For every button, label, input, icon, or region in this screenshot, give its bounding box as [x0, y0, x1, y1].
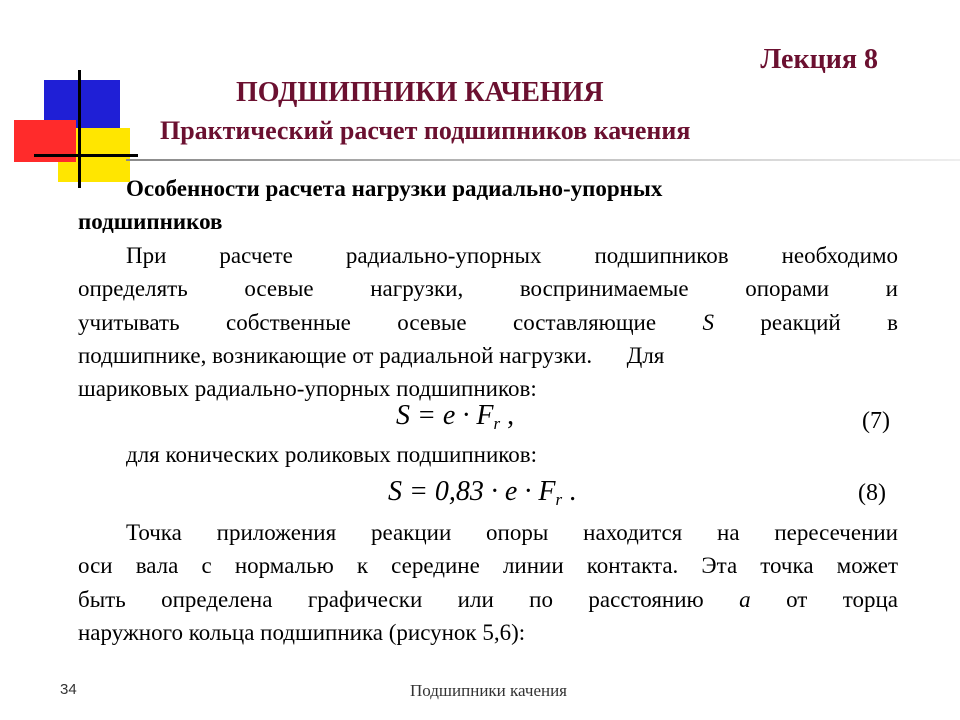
equation-number-8: (8)	[858, 480, 886, 506]
page-number: 34	[60, 681, 77, 698]
section-heading-line1: Особенности расчета нагрузки радиально-упорных	[126, 176, 663, 201]
footer-title: Подшипники качения	[410, 681, 568, 700]
section-heading	[78, 172, 898, 205]
paragraph-contact-point	[78, 516, 898, 650]
paragraph-line: Точка приложения реакции опоры находится на пересечении	[126, 520, 898, 545]
paragraph-line	[78, 306, 898, 339]
logo-horizontal-line	[34, 154, 138, 157]
paragraph-line: При расчете радиально-упорных подшипников необходимо	[126, 242, 898, 268]
text-span: быть определена графически или по расстоянию	[78, 586, 704, 612]
formula-body: S = e · F	[396, 400, 494, 431]
text-span: реакций в	[760, 309, 898, 335]
slide-subtitle: Практический расчет подшипников качения	[160, 116, 691, 145]
section-heading-line2: подшипников	[78, 209, 223, 235]
text-span: от торца	[786, 586, 899, 612]
paragraph-line	[78, 583, 898, 616]
equation-number-7: (7)	[862, 408, 890, 434]
formula-8	[388, 476, 576, 510]
formula-subscript: r	[493, 414, 501, 433]
paragraph-line: для конических роликовых подшипников:	[126, 442, 538, 467]
paragraph-line: шариковых радиально-упорных подшипников:	[78, 376, 537, 402]
logo-vertical-line	[78, 70, 81, 188]
header-divider	[126, 159, 960, 161]
formula-subscript: r	[555, 490, 563, 509]
paragraph-line: определять осевые нагрузки, воспринимаемые опорами и	[78, 276, 898, 302]
symbol-S: S	[702, 309, 714, 335]
paragraph-line: подшипнике, возникающие от радиальной нагрузки. Для	[78, 343, 665, 369]
text-span: учитывать собственные осевые составляющие	[78, 309, 657, 335]
paragraph-line: оси вала с нормалью к середине линии контакта. Эта точка может	[78, 553, 898, 579]
slide-title: ПОДШИПНИКИ КАЧЕНИЯ	[236, 77, 604, 108]
formula-body: S = 0,83 · e · F	[388, 476, 556, 507]
symbol-a: a	[739, 586, 751, 612]
paragraph-line: наружного кольца подшипника (рисунок 5,6):	[78, 620, 526, 646]
formula-7	[396, 400, 514, 434]
section-body	[78, 172, 898, 406]
lecture-number: Лекция 8	[760, 44, 878, 75]
formula-punct: .	[562, 476, 577, 507]
formula-punct: ,	[500, 400, 515, 431]
